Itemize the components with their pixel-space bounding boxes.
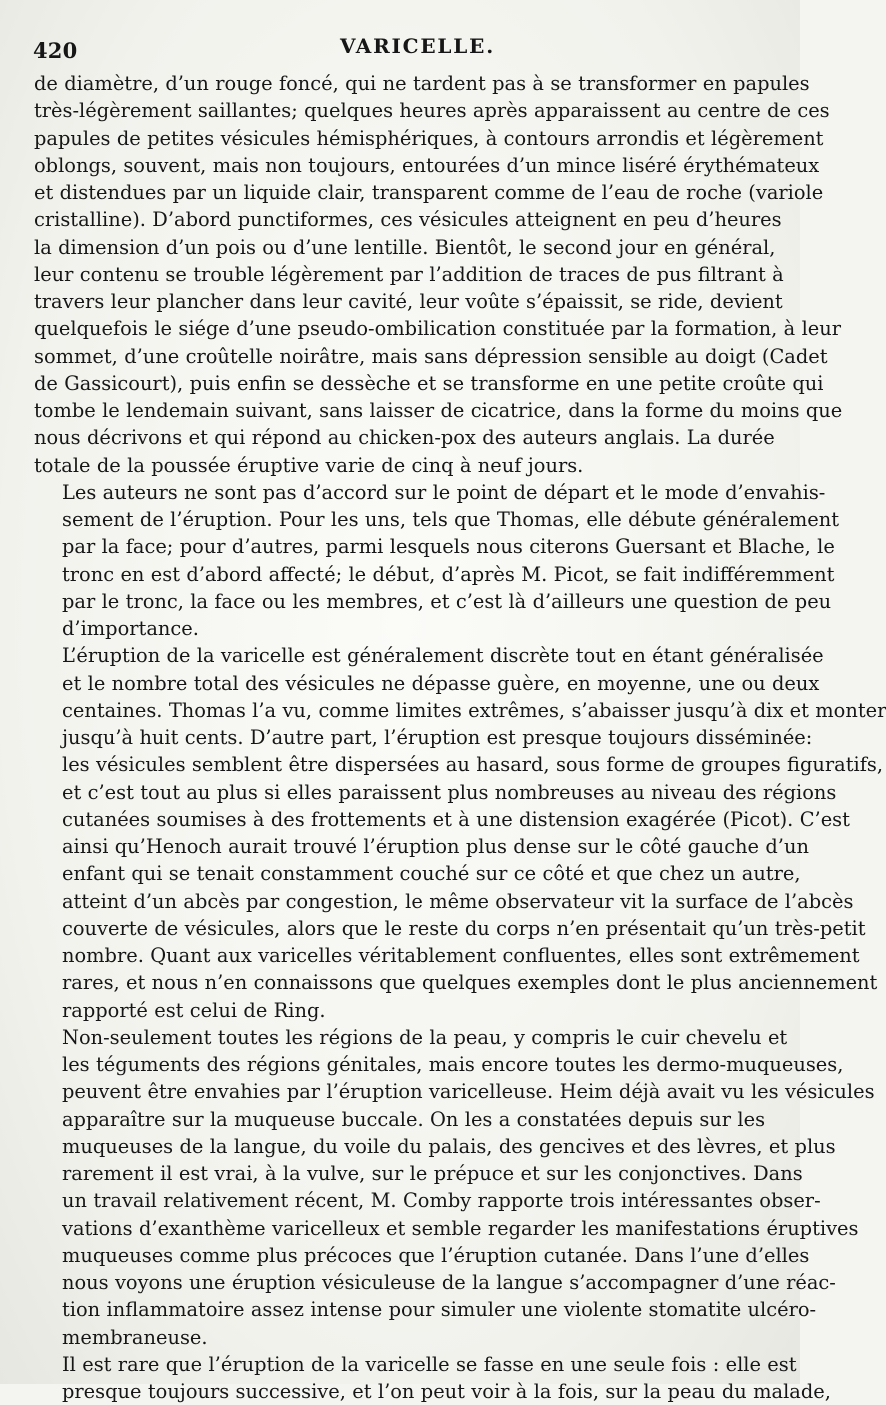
text-line: les téguments des régions génitales, mais encore toutes les dermo-muqueuses, [62,1053,844,1076]
text-line: tronc en est d’abord affecté; le début, d’après M. Picot, se fait indifféremment [62,562,835,586]
text-line: totale de la poussée éruptive varie de cinq à neuf jours. [34,453,584,477]
text-line: nombre. Quant aux varicelles véritablement confluentes, elles sont extrêmement [62,944,860,967]
text-line: atteint d’un abcès par congestion, le même observateur vit la surface de l’abcès [62,889,854,913]
text-line: quelquefois le siége d’une pseudo-ombilication constituée par la formation, à leur [34,317,842,341]
text-line: très-légèrement saillantes; quelques heures après apparaissent au centre de ces [34,99,830,123]
text-line: et le nombre total des vésicules ne dépasse guère, en moyenne, une ou deux [62,671,820,695]
page-number: 420 [33,38,78,63]
text-line: et c’est tout au plus si elles paraissent plus nombreuses au niveau des régions [62,780,837,804]
paragraph-5 [34,1351,831,1405]
text-line: L’éruption de la varicelle est généralement discrète tout en étant généralisée [62,644,824,668]
paragraph-3 [34,642,886,1024]
text-line: rapporté est celui de Ring. [62,998,326,1022]
text-line: tion inflammatoire assez intense pour simuler une violente stomatite ulcéro- [62,1298,817,1322]
text-line: les vésicules semblent être dispersées au hasard, sous forme de groupes figuratifs, [62,753,883,777]
text-line: sement de l’éruption. Pour les uns, tels que Thomas, elle débute généralement [62,508,840,531]
text-line: d’importance. [62,617,199,640]
text-line: cutanées soumises à des frottements et à une distension exagérée (Picot). C’est [62,807,850,831]
text-line: presque toujours successive, et l’on peut voir à la fois, sur la peau du malade, [62,1380,831,1403]
text-line: oblongs, souvent, mais non toujours, entourées d’un mince liséré érythémateux [34,153,820,177]
text-line: tombe le lendemain suivant, sans laisser de cicatrice, dans la forme du moins que [34,399,843,422]
page-header [30,34,782,64]
text-line: ainsi qu’Henoch aurait trouvé l’éruption plus dense sur le côté gauche d’un [62,835,809,858]
text-line: par le tronc, la face ou les membres, et c’est là d’ailleurs une question de peu [62,589,832,613]
text-line: rarement il est vrai, à la vulve, sur le prépuce et sur les conjonctives. Dans [62,1162,803,1185]
text-line: et distendues par un liquide clair, transparent comme de l’eau de roche (variole [34,181,824,204]
text-line: de Gassicourt), puis enfin se dessèche et se transforme en une petite croûte qui [34,371,824,395]
paragraph-1 [34,70,843,479]
text-line: cristalline). D’abord punctiformes, ces vésicules atteignent en peu d’heures [34,208,782,232]
text-line: jusqu’à huit cents. D’autre part, l’éruption est presque toujours disséminée: [62,726,813,749]
text-line: papules de petites vésicules hémisphériques, à contours arrondis et légèrement [34,126,824,150]
text-line: la dimension d’un pois ou d’une lentille. Bientôt, le second jour en général, [34,235,776,259]
text-line: membraneuse. [62,1325,208,1349]
text-line: un travail relativement récent, M. Comby rapporte trois intéressantes obser- [62,1189,821,1213]
text-line: couverte de vésicules, alors que le reste du corps n’en présentait qu’un très-petit [62,916,866,940]
text-line: Il est rare que l’éruption de la varicelle se fasse en une seule fois : elle est [62,1352,797,1376]
text-line: centaines. Thomas l’a vu, comme limites extrêmes, s’abaisser jusqu’à dix et monter [62,698,886,722]
text-line: nous voyons une éruption vésiculeuse de la langue s’accompagner d’une réac- [62,1271,836,1294]
text-line: par la face; pour d’autres, parmi lesquels nous citerons Guersant et Blache, le [62,535,835,559]
text-line: apparaître sur la muqueuse buccale. On les a constatées depuis sur les [62,1107,766,1131]
text-line: Les auteurs ne sont pas d’accord sur le point de départ et le mode d’envahis- [62,480,826,504]
text-line: leur contenu se trouble légèrement par l’addition de traces de pus filtrant à [34,262,784,286]
text-line: sommet, d’une croûtelle noirâtre, mais sans dépression sensible au doigt (Cadet [34,344,828,368]
text-line: muqueuses comme plus précoces que l’éruption cutanée. Dans l’une d’elles [62,1243,810,1267]
text-line: rares, et nous n’en connaissons que quelques exemples dont le plus anciennement [62,971,878,995]
text-line: nous décrivons et qui répond au chicken-pox des auteurs anglais. La durée [34,426,775,450]
text-line: muqueuses de la langue, du voile du palais, des gencives et des lèvres, et plus [62,1134,836,1158]
paragraph-2 [34,479,840,643]
running-head: VARICELLE. [340,34,495,58]
text-line: vations d’exanthème varicelleux et semble regarder les manifestations éruptives [62,1216,859,1240]
text-line: de diamètre, d’un rouge foncé, qui ne tardent pas à se transformer en papules [34,72,810,95]
paragraph-4 [34,1024,875,1351]
text-line: Non-seulement toutes les régions de la peau, y compris le cuir chevelu et [62,1025,788,1049]
text-line: peuvent être envahies par l’éruption varicelleuse. Heim déjà avait vu les vésicules [62,1080,875,1104]
text-line: travers leur plancher dans leur cavité, leur voûte s’épaissit, se ride, devient [34,290,783,313]
main-text [34,70,886,1405]
text-line: enfant qui se tenait constamment couché sur ce côté et que chez un autre, [62,862,801,886]
